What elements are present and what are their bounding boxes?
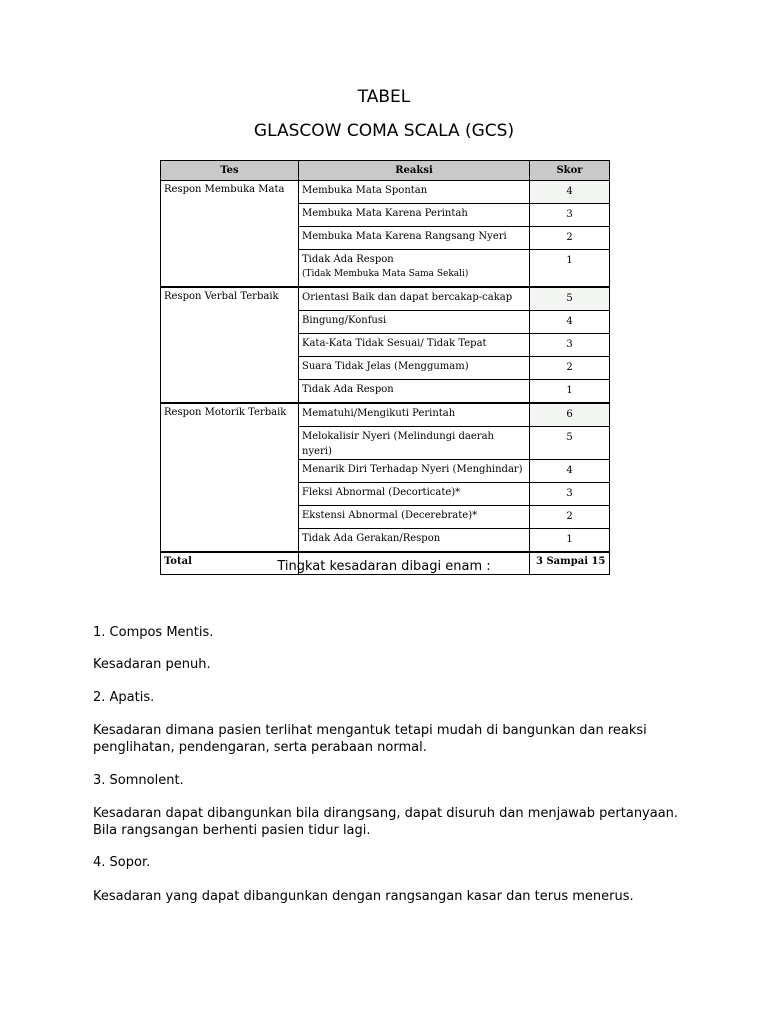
skor-cell: 2 <box>530 357 610 380</box>
table-row <box>161 403 610 427</box>
reaksi-cell <box>299 250 530 288</box>
skor-cell: 1 <box>530 380 610 404</box>
tes-cell: Respon Verbal Terbaik <box>161 287 299 403</box>
reaksi-cell: Menarik Diri Terhadap Nyeri (Menghindar) <box>299 460 530 483</box>
reaksi-subtext: (Tidak Membuka Mata Sama Sekali) <box>302 269 469 279</box>
section-desc-sopor: Kesadaran yang dapat dibangunkan dengan rangsangan kasar dan terus menerus. <box>93 889 634 904</box>
tes-cell: Respon Membuka Mata <box>161 181 299 288</box>
reaksi-cell: Kata-Kata Tidak Sesuai/ Tidak Tepat <box>299 334 530 357</box>
skor-cell: 4 <box>530 311 610 334</box>
section-desc-compos-mentis: Kesadaran penuh. <box>93 657 211 672</box>
skor-cell: 1 <box>530 250 610 288</box>
table-header-row <box>161 161 610 181</box>
skor-cell: 5 <box>530 287 610 311</box>
skor-cell: 5 <box>530 427 610 460</box>
skor-cell: 3 <box>530 483 610 506</box>
reaksi-cell: Fleksi Abnormal (Decorticate)* <box>299 483 530 506</box>
skor-cell: 2 <box>530 227 610 250</box>
gcs-table <box>160 160 610 575</box>
reaksi-cell: Orientasi Baik dan dapat bercakap-cakap <box>299 287 530 311</box>
skor-cell: 4 <box>530 181 610 204</box>
document-title: TABEL <box>357 87 411 107</box>
skor-cell: 6 <box>530 403 610 427</box>
skor-cell: 3 <box>530 204 610 227</box>
reaksi-cell: Membuka Mata Karena Perintah <box>299 204 530 227</box>
section-heading-apatis: 2. Apatis. <box>93 690 155 705</box>
tes-cell: Respon Motorik Terbaik <box>161 403 299 552</box>
reaksi-cell: Melokalisir Nyeri (Melindungi daerah nyeri) <box>299 427 530 460</box>
section-heading-compos-mentis: 1. Compos Mentis. <box>93 625 214 640</box>
reaksi-cell: Mematuhi/Mengikuti Perintah <box>299 403 530 427</box>
section-desc-somnolent: Kesadaran dapat dibangunkan bila dirangsang, dapat disuruh dan menjawab pertanyaan. Bila rangsangan berhenti pasien tidur lagi. <box>93 806 679 838</box>
section-desc-apatis: Kesadaran dimana pasien terlihat mengantuk tetapi mudah di bangunkan dan reaksi penglihatan, pendengaran, serta perabaan normal. <box>93 723 647 755</box>
total-label: Total <box>161 552 299 575</box>
levels-intro: Tingkat kesadaran dibagi enam : <box>277 559 491 574</box>
reaksi-cell: Bingung/Konfusi <box>299 311 530 334</box>
header-tes: Tes <box>161 161 299 181</box>
header-reaksi: Reaksi <box>299 161 530 181</box>
reaksi-cell: Tidak Ada Respon <box>299 380 530 404</box>
reaksi-cell: Suara Tidak Jelas (Menggumam) <box>299 357 530 380</box>
table-row <box>161 287 610 311</box>
skor-cell: 1 <box>530 529 610 553</box>
reaksi-text: Tidak Ada Respon <box>302 254 394 265</box>
section-heading-sopor: 4. Sopor. <box>93 855 151 870</box>
skor-cell: 3 <box>530 334 610 357</box>
table-row <box>161 181 610 204</box>
reaksi-cell: Tidak Ada Gerakan/Respon <box>299 529 530 553</box>
reaksi-cell: Membuka Mata Spontan <box>299 181 530 204</box>
section-heading-somnolent: 3. Somnolent. <box>93 773 184 788</box>
skor-cell: 4 <box>530 460 610 483</box>
reaksi-cell: Ekstensi Abnormal (Decerebrate)* <box>299 506 530 529</box>
reaksi-cell: Membuka Mata Karena Rangsang Nyeri <box>299 227 530 250</box>
skor-cell: 2 <box>530 506 610 529</box>
header-skor: Skor <box>530 161 610 181</box>
document-subtitle: GLASCOW COMA SCALA (GCS) <box>253 121 515 141</box>
total-value: 3 Sampai 15 <box>530 552 610 575</box>
